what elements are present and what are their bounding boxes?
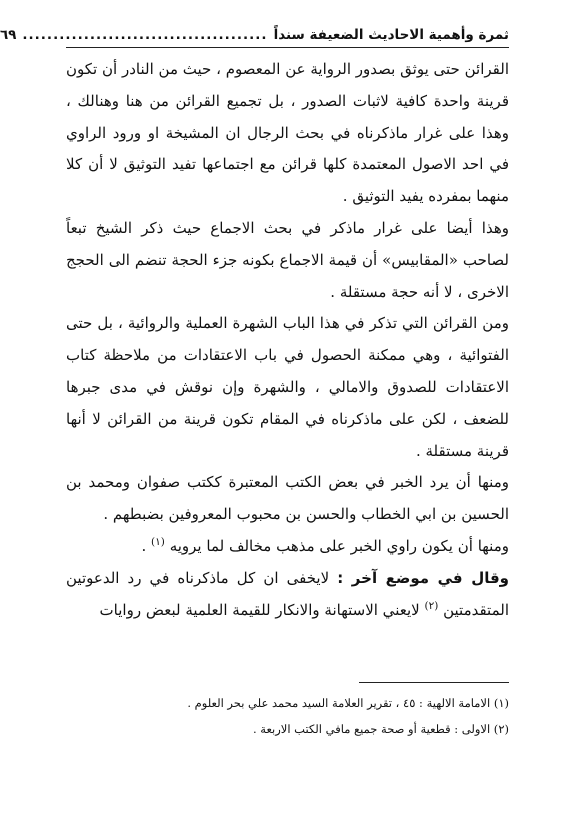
paragraph (66, 563, 509, 627)
paragraph: القرائن حتى يوثق بصدور الرواية عن المعصوم ، حيث من النادر أن تكون قرينة واحدة كافية لاثبات الصدور ، بل تجميع القرائن من هنا وهنالك ، وهذا على غرار ماذكرناه في بحث الرجال ان المشيخة او ورود الراوي في احد الاصول المعتمدة كلها قرائن مع اجتماعها تفيد التوثيق لا أن كلا منهما بمفرده يفيد التوثيق . (66, 60, 509, 206)
footnote-reference: (١) (151, 535, 165, 548)
paragraph: وهذا أيضا على غرار ماذكر في بحث الاجماع حيث ذكر الشيخ تبعاً لصاحب «المقابيس» أن قيمة الاجماع بكونه جزء الحجة تنضم الى الحجج الاخرى ، لا أنه حجة مستقلة . (66, 218, 509, 301)
footnote: (٢) الاولى : قطعية أو صحة جميع مافي الكتب الاربعة . (252, 722, 509, 736)
book-page (2, 0, 573, 815)
paragraph: ومنها أن يرد الخبر في بعض الكتب المعتبرة ككتب صفوان ومحمد بن الحسين بن ابي الخطاب والحسن بن محبوب المعروفين بضبطهم . (66, 473, 509, 524)
footnote-rule (359, 682, 509, 683)
page-number: ٦٩ (0, 27, 17, 43)
bold-lead: وقال في موضع آخر : (337, 568, 509, 587)
leader-dots: ........................................ (22, 27, 268, 43)
paragraph-text: لايخفى ان كل ماذكرناه في رد الدعوتين المتقدمتين (66, 568, 509, 619)
running-title: ثمرة وأهمية الاحاديث الضعيفة سنداً (273, 27, 509, 43)
running-header (0, 26, 509, 44)
body-text (66, 54, 509, 626)
footnote-reference: (٢) (424, 599, 439, 612)
paragraph-text: لايعني الاستهانة والانكار للقيمة العلمية لبعض روايات (99, 600, 425, 619)
footnotes (66, 690, 509, 742)
paragraph-text: ومنها أن يكون راوي الخبر على مذهب مخالف لما يرويه (169, 536, 509, 555)
paragraph (66, 531, 509, 563)
paragraph: ومن القرائن التي تذكر في هذا الباب الشهرة العملية والروائية ، بل حتى الفتوائية ، وهي ممكنة الحصول في باب الاعتقادات من ملاحظة كتاب الاعتقادات للصدوق والامالي ، والشهرة وإن نوقش في مدى جبرها للضعف ، لكن على ماذكرناه في المقام تكون قرينة من القرائن لا أنها قرينة مستقلة . (66, 314, 509, 460)
header-rule (66, 47, 509, 48)
paragraph-end: . (141, 536, 152, 555)
footnote: (١) الامامة الالهية : ٤٥ ، تقرير العلامة السيد محمد علي بحر العلوم . (187, 696, 509, 710)
